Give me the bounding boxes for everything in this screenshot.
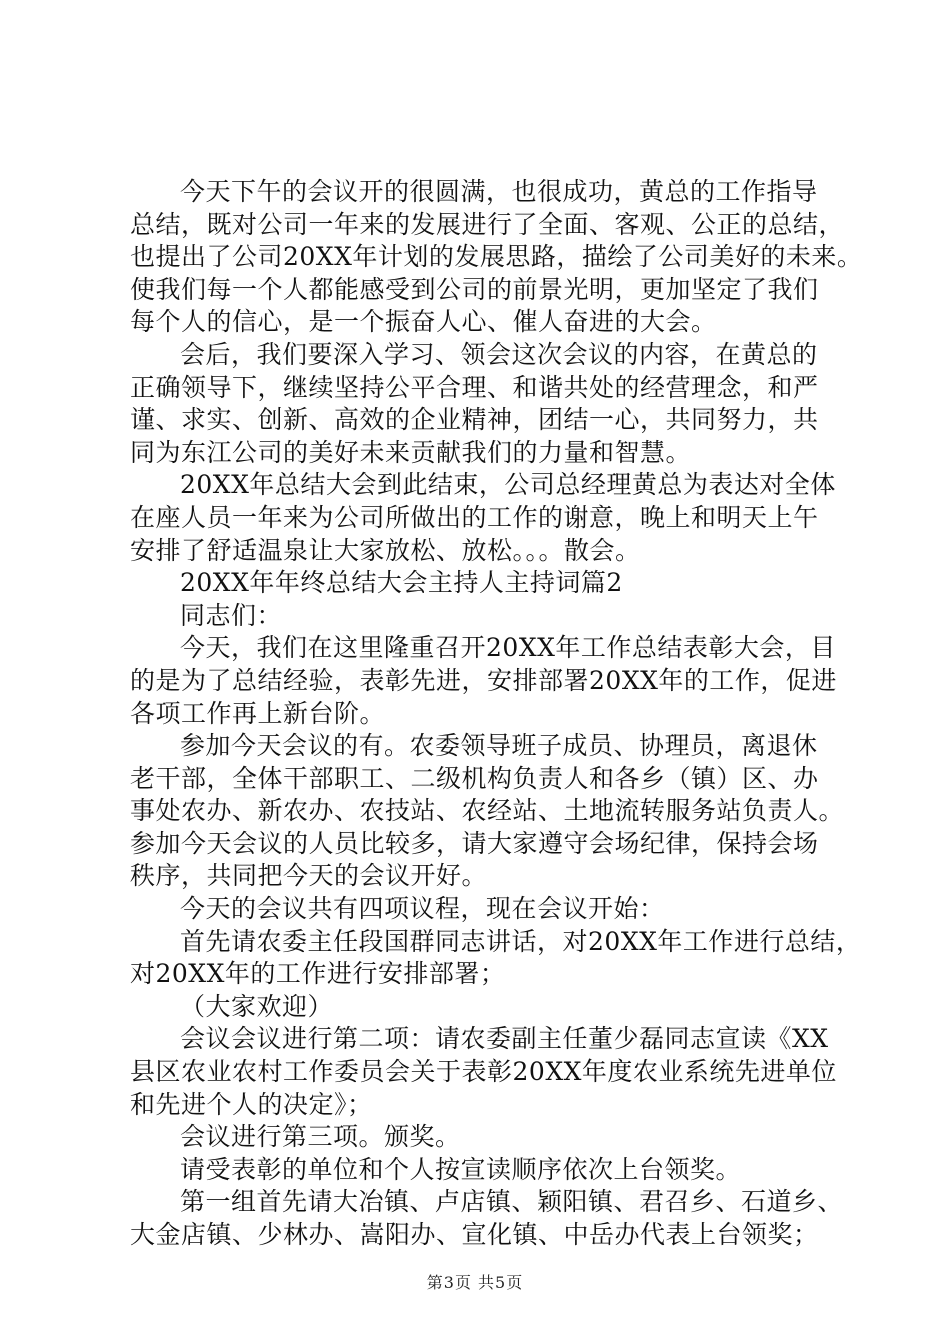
paragraph-line: 参加今天会议的人员比较多，请大家遵守会场纪律，保持会场	[130, 828, 819, 858]
paragraph-line: 今天下午的会议开的很圆满，也很成功，黄总的工作指导	[180, 177, 818, 206]
paragraph-line: 使我们每一个人都能感受到公司的前景光明，更加坚定了我们	[130, 274, 819, 304]
paragraph-line: 请受表彰的单位和个人按宣读顺序依次上台领奖。	[180, 1154, 742, 1184]
paragraph-line: 总结，既对公司一年来的发展进行了全面、客观、公正的总结，	[130, 209, 845, 239]
document-body	[130, 176, 863, 1252]
paragraph-line: 每个人的信心，是一个振奋人心、催人奋进的大会。	[130, 307, 717, 337]
paragraph-line: 大金店镇、少林办、嵩阳办、宣化镇、中岳办代表上台领奖；	[130, 1220, 819, 1249]
page-number-footer: 第3页 共5页	[426, 1273, 524, 1292]
paragraph-line: 会议进行第三项。颁奖。	[180, 1122, 461, 1152]
paragraph-line: 也提出了公司20XX年计划的发展思路，描绘了公司美好的未来。	[130, 242, 863, 272]
paragraph-line: 对20XX年的工作进行安排部署；	[130, 959, 506, 989]
paragraph-line: 会后，我们要深入学习、领会这次会议的内容，在黄总的	[180, 339, 818, 369]
paragraph-line: 和先进个人的决定》；	[130, 1089, 373, 1119]
paragraph-line: （大家欢迎）	[180, 991, 334, 1021]
paragraph-line: 秩序，共同把今天的会议开好。	[130, 861, 488, 891]
paragraph-line: 各项工作再上新台阶。	[130, 698, 386, 728]
salutation: 同志们：	[180, 600, 283, 630]
paragraph-line: 首先请农委主任段国群同志讲话，对20XX年工作进行总结，	[180, 926, 862, 956]
paragraph-line: 老干部，全体干部职工、二级机构负责人和各乡（镇）区、办	[130, 763, 819, 793]
paragraph-line: 县区农业农村工作委员会关于表彰20XX年度农业系统先进单位	[130, 1057, 837, 1087]
section-heading: 20XX年年终总结大会主持人主持词篇2	[180, 568, 623, 598]
paragraph-line: 在座人员一年来为公司所做出的工作的谢意，晚上和明天上午	[130, 502, 819, 532]
paragraph-line: 20XX年总结大会到此结束，公司总经理黄总为表达对全体	[180, 470, 836, 500]
paragraph-line: 今天，我们在这里隆重召开20XX年工作总结表彰大会，目	[180, 633, 836, 663]
paragraph-line: 参加今天会议的有。农委领导班子成员、协理员，离退休	[180, 731, 818, 761]
paragraph-line: 事处农办、新农办、农技站、农经站、土地流转服务站负责人。	[130, 796, 845, 826]
paragraph-line: 正确领导下，继续坚持公平合理、和谐共处的经营理念，和严	[130, 372, 819, 402]
paragraph-line: 会议会议进行第二项：请农委副主任董少磊同志宣读《XX	[180, 1024, 829, 1054]
paragraph-line: 谨、求实、创新、高效的企业精神，团结一心，共同努力，共	[130, 405, 819, 435]
paragraph-line: 第一组首先请大冶镇、卢店镇、颖阳镇、君召乡、石道乡、	[180, 1187, 844, 1217]
paragraph-line: 的是为了总结经验，表彰先进，安排部署20XX年的工作，促进	[130, 665, 837, 695]
paragraph-line: 同为东江公司的美好未来贡献我们的力量和智慧。	[130, 437, 692, 467]
paragraph-line: 今天的会议共有四项议程，现在会议开始：	[180, 894, 665, 924]
paragraph-line: 安排了舒适温泉让大家放松、放松。。。散会。	[130, 535, 641, 565]
